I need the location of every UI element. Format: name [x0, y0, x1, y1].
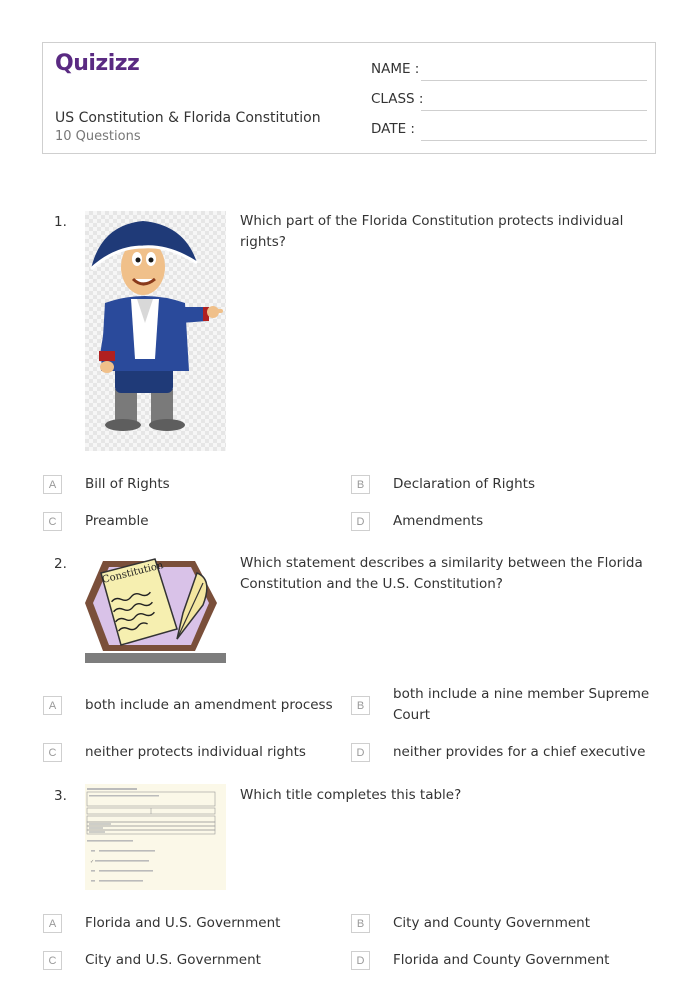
class-line — [421, 110, 647, 111]
q3-option-c-letter[interactable]: C — [43, 951, 62, 970]
question-3-text: Which title completes this table? — [240, 787, 462, 803]
q2-option-c-text: neither protects individual rights — [85, 744, 306, 760]
q2-option-a-letter[interactable]: A — [43, 696, 62, 715]
q2-option-d-text: neither provides for a chief executive — [393, 744, 646, 760]
q3-option-c-text: City and U.S. Government — [85, 952, 261, 968]
question-2-text: Which statement describes a similarity between the Florida Constitution and the U.S. Constitution? — [240, 555, 643, 592]
class-field[interactable] — [371, 87, 647, 111]
q3-option-a-letter[interactable]: A — [43, 914, 62, 933]
question-count: 10 Questions — [55, 129, 141, 144]
q1-option-b-letter[interactable]: B — [351, 475, 370, 494]
table-thumbnail-icon — [85, 784, 226, 890]
constitution-scroll-icon — [85, 553, 226, 665]
question-1-number: 1. — [54, 214, 67, 230]
svg-text:✓: ✓ — [90, 859, 95, 865]
q3-option-b-letter[interactable]: B — [351, 914, 370, 933]
q3-option-a-text: Florida and U.S. Government — [85, 915, 281, 931]
q1-option-d-text: Amendments — [393, 513, 484, 529]
patriot-cartoon-icon — [85, 211, 226, 451]
q3-option-d-text: Florida and County Government — [393, 952, 610, 968]
date-label: DATE : — [371, 121, 415, 137]
question-3-image — [85, 784, 226, 890]
question-2-image — [85, 553, 226, 665]
class-label: CLASS : — [371, 91, 424, 107]
name-label: NAME : — [371, 61, 420, 77]
scroll-caption: Constitution — [101, 560, 165, 586]
date-line — [421, 140, 647, 141]
question-3-number: 3. — [54, 788, 67, 804]
q2-option-c-letter[interactable]: C — [43, 743, 62, 762]
q2-option-d-letter[interactable]: D — [351, 743, 370, 762]
q3-option-d-letter[interactable]: D — [351, 951, 370, 970]
q2-option-b-letter[interactable]: B — [351, 696, 370, 715]
name-field[interactable] — [371, 57, 647, 81]
worksheet-title: US Constitution & Florida Constitution — [55, 110, 321, 126]
name-line — [421, 80, 647, 81]
question-1-text: Which part of the Florida Constitution protects individual rights? — [240, 213, 624, 250]
q1-option-c-text: Preamble — [85, 513, 149, 529]
q3-option-b-text: City and County Government — [393, 915, 591, 931]
q2-option-a-text: both include an amendment process — [85, 697, 333, 713]
worksheet-header — [42, 42, 656, 154]
question-2-number: 2. — [54, 556, 67, 572]
q1-option-c-letter[interactable]: C — [43, 512, 62, 531]
q1-option-a-text: Bill of Rights — [85, 476, 170, 492]
q2-option-b-text: both include a nine member Supreme Court — [393, 686, 650, 723]
quizizz-logo: Quizizz — [55, 51, 140, 76]
q1-option-b-text: Declaration of Rights — [393, 476, 536, 492]
q1-option-d-letter[interactable]: D — [351, 512, 370, 531]
q1-option-a-letter[interactable]: A — [43, 475, 62, 494]
date-field[interactable] — [371, 117, 647, 141]
question-1-image — [85, 211, 226, 451]
